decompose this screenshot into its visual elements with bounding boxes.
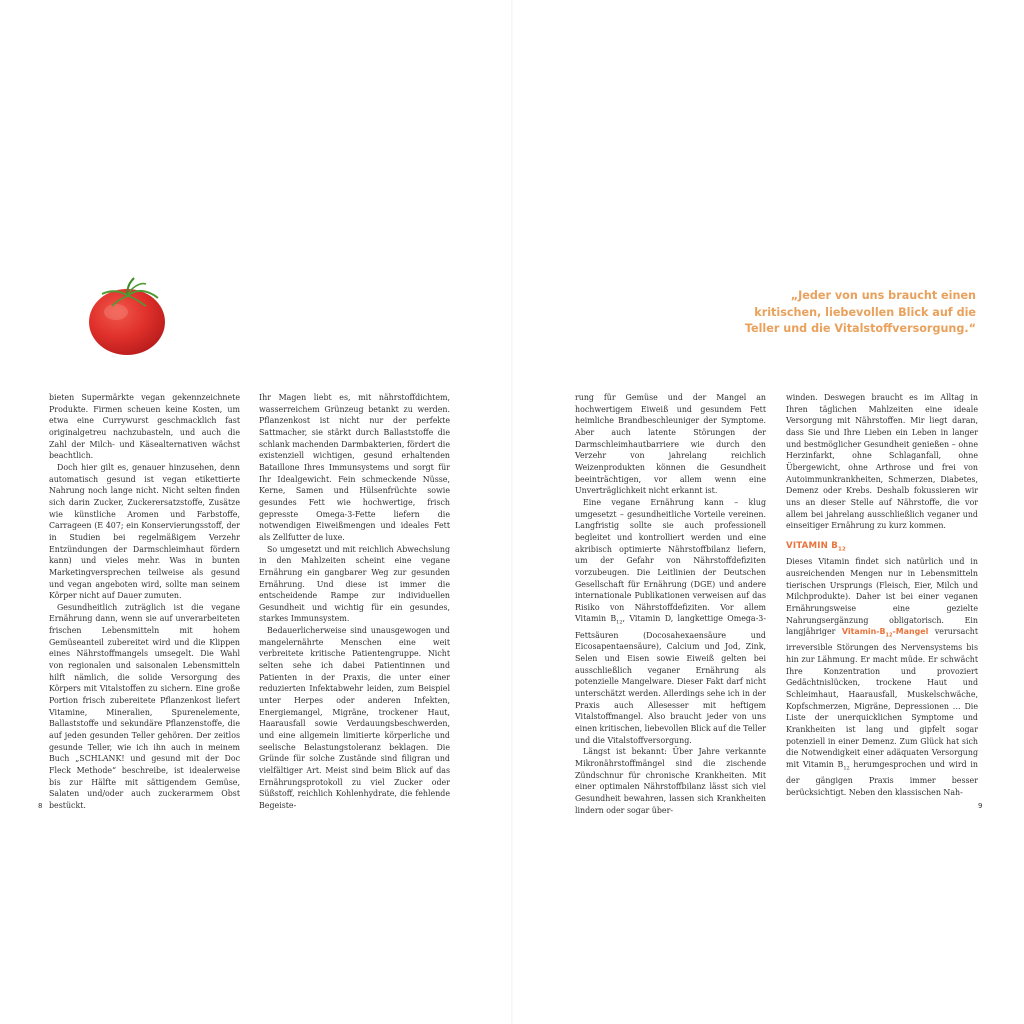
pull-quote-line-3: Teller und die Vitalstoffversorgung.“ (744, 322, 976, 336)
subscript: 12 (837, 546, 847, 553)
text-run: Vitamin-B (841, 627, 886, 637)
paragraph: Längst ist bekannt: Über Jahre verkannte Mikronährstoffmängel sind die zischende Zündschnur für chronische Krankheiten. Mit einer optimalen Nährstoffbilanz lässt sich viel Gesundheit bewahren, lassen sich Krankheiten lindern oder sogar über- (575, 747, 766, 815)
subscript: 12 (885, 632, 893, 639)
text-run: , Vitamin D, langkettige Omega-3-Fettsäuren (Docosahexaensäure und Eicosapentaensäure), Calcium und Jod, Zink, Selen und Eisen sowie Eiweiß gelten bei ausschließlich veganer Ernährung als potenzielle Mangelware. Dieser Fakt darf nicht unterschätzt werden. Allerdings sehe ich in der Praxis auch Allesesser mit heftigem Vitalstoffmangel. Also braucht jeder von uns einen kritischen, liebevollen Blick auf die Teller und die Vitalstoffversorgung. (575, 614, 766, 745)
page-number-left: 8 (38, 802, 43, 810)
text-run: -Mangel (892, 627, 929, 637)
subscript: 12 (843, 765, 850, 772)
paragraph: So umgesetzt und mit reichlich Abwechslung in den Mahlzeiten scheint eine vegane Ernährung ein gangbarer Weg zur gesunden Ernährung. Und diese ist immer die entscheidende Rampe zur individuellen Gesundheit und wichtig für ein gesundes, starkes Immunsystem. (259, 544, 450, 624)
paragraph: Bedauerlicherweise sind unausgewogen und mangelernährte Menschen eine weit verbreitete kritische Patientengruppe. Nicht selten sehe ich dabei Patientinnen und Patienten in der Praxis, die unter einer reduzierten Infektabwehr leiden, zum Beispiel unter Herpes oder anderen Infekten, Energiemangel, Migräne, trockener Haut, Haarausfall sowie Verdauungsbeschwerden, und eine allgemein limitierte körperliche und seelische Belastungstoleranz beklagen. Die Gründe für solche Zustände sind filigran und vielfältiger Art. Meist sind beim Blick auf das Ernährungsprotokoll zu viel Zucker oder Süßstoff, reichlich Kohlenhydrate, die fehlende Begeiste- (259, 626, 450, 810)
paragraph: winden. Deswegen braucht es im Alltag in Ihren täglichen Mahlzeiten eine ideale Versorgung mit Nährstoffen. Mir liegt daran, dass Sie und Ihre Lieben ein Leben in langer und bestmöglicher Gesundheit genießen – ohne Herzinfarkt, ohne Schlaganfall, ohne Übergewicht, ohne Arthrose und frei von Autoimmunkrankheiten, Schmerzen, Diabetes, Demenz oder Krebs. Deshalb fokussieren wir uns an dieser Stelle auf Nährstoffe, die vor allem bei jahrelang ausschließlich veganer und einseitiger Ernährung zu kurz kommen. (786, 393, 978, 531)
page-number-right: 9 (978, 802, 983, 810)
paragraph: Ihr Magen liebt es, mit nährstoffdichtem, wasserreichem Grünzeug betankt zu werden. Pflanzenkost ist nicht nur der perfekte Sattmacher, sie stärkt durch Ballaststoffe die schlank machenden Darmbakterien, fördert die existenziell wichtigen, gesund erhaltenden Bataillone Ihres Immunsystems und sorgt für Ihr Idealgewicht. Fein schmeckende Nüsse, Kerne, Samen und Hülsenfrüchte sowie gesundes Fett wie hochwertige, frisch gepresste Omega-3-Fette liefern die notwendigen Eiweißmengen und ideales Fett als Zellfutter de luxe. (259, 393, 450, 542)
pull-quote-line-2: kritischen, liebevollen Blick auf die (754, 305, 976, 319)
paragraph (575, 497, 766, 746)
pull-quote (740, 288, 976, 338)
tomato-icon (86, 276, 174, 360)
text-column-4 (786, 392, 978, 799)
text-run: verursacht irreversible Störungen des Nervensystems bis hin zur Lähmung. Er macht müde. Er schwächt Ihre Konzentration und provoziert Gedächtnislücken, trockene Haut und Schleimhaut, Haarausfall, Muskelschwäche, Kopfschmerzen, Migräne, Depressionen … Die Liste der unerquicklichen Symptome und Krankheiten ist lang und gipfelt sogar potenziell in einer Demenz. Zum Glück hat sich die Notwendigkeit einer adäquaten Versorgung mit Vitamin B (786, 627, 978, 769)
paragraph (786, 556, 978, 798)
heading-text: VITAMIN B (786, 540, 838, 551)
pull-quote-line-1: „Jeder von uns braucht einen (790, 289, 976, 302)
text-column-1 (49, 392, 240, 812)
text-run: Eine vegane Ernährung kann – klug umgesetzt – gesundheitliche Vorteile vereinen. Langfristig sollte sie auch professionell begleitet und kontrolliert werden und eine akribisch optimierte Nährstoffbilanz liefern, um der Gefahr von Nährstoffdefiziten vorzubeugen. Die Leitlinien der Deutschen Gesellschaft für Ernährung (DGE) und andere internationale Publikationen verweisen auf das Risiko von Nährstoffdefiziten. Vor allem Vitamin B (575, 497, 766, 624)
section-heading (786, 541, 978, 556)
paragraph: Gesundheitlich zuträglich ist die vegane Ernährung dann, wenn sie auf unverarbeiteten frischen Lebensmitteln mit hohem Gemüseanteil zubereitet wird und die Klippen eines Nährstoffmangels umsegelt. Die Wahl von regionalen und saisonalen Lebensmitteln hilft nämlich, die solide Versorgung des Körpers mit Vitalstoffen zu sichern. Eine große Portion frisch zubereitete Pflanzenkost liefert Vitamine, Mineralien, Spurenelemente, Ballaststoffe und sekundäre Pflanzenstoffe, die auf jeden gesunden Teller gehören. Der zeitlos gesunde Teller, wie ich ihn auch in meinem Buch „SCHLANK! und gesund mit der Doc Fleck Methode“ beschreibe, ist idealerweise bis zur Hälfte mit sättigendem Gemüse, Salaten und/oder auch zuckerarmem Obst bestückt. (49, 602, 240, 810)
text-run: Dieses Vitamin findet sich natürlich und in ausreichenden Mengen nur in Lebensmitteln tierischen Ursprungs (Fleisch, Eier, Milch und Milchprodukte). Daher ist bei einer veganen Ernährungsweise eine gezielte Nahrungsergänzung obligatorisch. Ein langjähriger (786, 557, 978, 637)
paragraph: Doch hier gilt es, genauer hinzusehen, denn automatisch gesund ist vegan etikettierte Nahrung noch lange nicht. Nicht selten finden sich darin Zucker, Zuckerersatzstoffe, Zusätze wie künstliche Aromen und Farbstoffe, Carrageen (E 407; ein Konservierungsstoff, der in Studien bei regelmäßigem Verzehr Entzündungen der Darmschleimhaut fördern kann) und vieles mehr. Was in bunten Marketingversprechen teilweise als gesund und vegan angeboten wird, sollte man seinem Körper nicht auf Dauer zumuten. (49, 462, 240, 601)
subscript: 12 (616, 620, 623, 627)
paragraph: rung für Gemüse und der Mangel an hochwertigem Eiweiß und gesundem Fett heimliche Brandbeschleuniger der Symptome. Aber auch latente Störungen der Darmschleimhautbarriere wie durch den Verzehr von jahrelang reichlich Weizenprodukten können die Gesundheit beeinträchtigen, vor allem wenn eine Unverträglichkeit nicht erkannt ist. (575, 393, 766, 496)
text-column-3 (575, 392, 766, 816)
page-gutter (511, 0, 513, 1024)
text-column-2 (259, 392, 450, 812)
paragraph: bieten Supermärkte vegan gekennzeichnete Produkte. Firmen scheuen keine Kosten, um etwa eine Currywurst geschmacklich fast originalgetreu nachzubasteln, und auch die Zahl der Milch- und Käsealternativen wächst beachtlich. (49, 393, 240, 461)
highlight-term (841, 627, 929, 639)
text-run: herumgesprochen und wird in der gängigen Praxis immer besser berücksichtigt. Neben den klassischen Nah- (786, 759, 978, 797)
